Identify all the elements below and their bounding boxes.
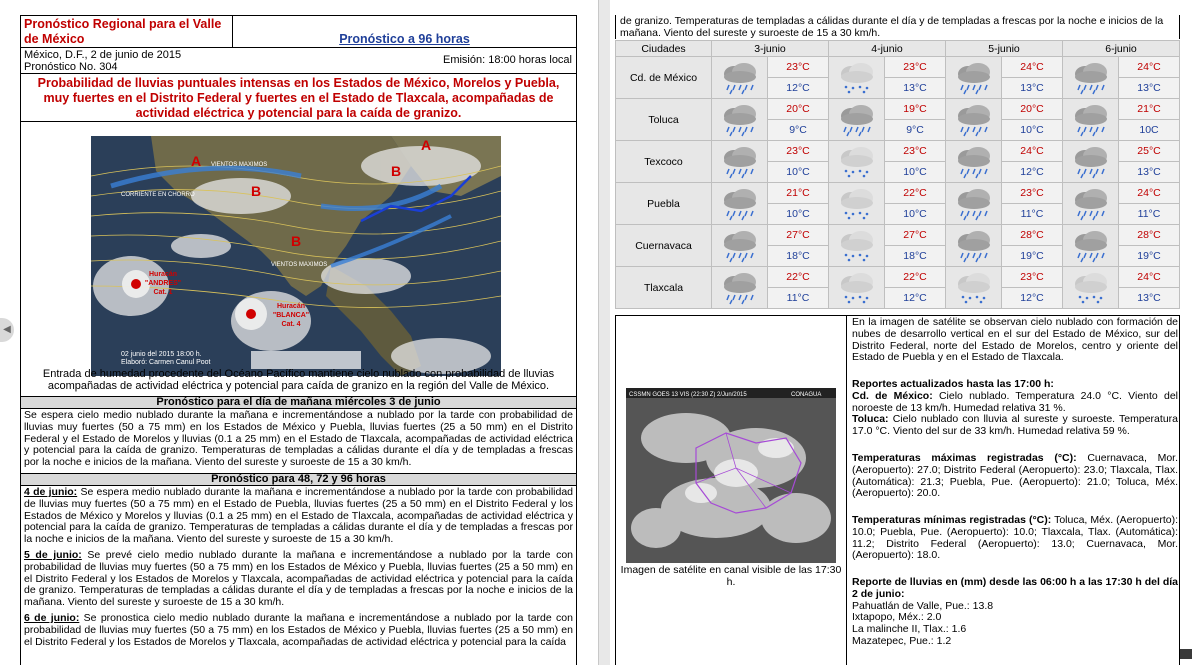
synoptic-satellite-map (91, 136, 501, 376)
min-temperature: 13°C (1119, 162, 1180, 183)
tomorrow-forecast-text: Se espera cielo medio nublado durante la mañana e incrementándose a nublado por la tarde con probabilidad de lluvias muy fuertes (50 a 75 mm) en los Estados de México y Puebla, lluvias fuertes (25 a 50 mm) en el Distrito Federal y el Estado de Morelos y lluvias (0.1 a 25 mm) en el Estado de Tlaxcala, acompañadas de actividad eléctrica y potencial para la caída de granizo. Temperaturas de templadas a cálidas durante el día y de templadas a frescas por la noche e inicios de la mañana. Viento del sureste y suroeste de 15 a 30 km/h. (24, 409, 573, 469)
table-row (616, 141, 1180, 162)
page-corner-mark (1180, 649, 1192, 659)
conagua-logo: CONAGUA (791, 392, 822, 398)
max-temperature: 23°C (768, 57, 829, 78)
max-temperature: 28°C (1002, 225, 1063, 246)
snow-cloud-icon (829, 57, 885, 99)
svg-text:A: A (191, 153, 202, 169)
max-temperature: 27°C (768, 225, 829, 246)
min-temperature: 9°C (885, 120, 946, 141)
max-temperature: 20°C (1002, 99, 1063, 120)
report-toluca: Cielo nublado con lluvia al sureste y suroeste. Temperatura 17.0 °C. Viento del sur de 33 km/h. Humedad relativa 59 %. (852, 413, 1178, 438)
day-label-june-5: 5 de junio: (24, 549, 82, 561)
max-temperature: 24°C (1002, 141, 1063, 162)
max-temperature: 21°C (768, 183, 829, 204)
svg-text:"ANDRES": "ANDRES" (144, 280, 182, 287)
min-temperature: 10C (1119, 120, 1180, 141)
rain-cloud-icon (712, 267, 768, 309)
rain-cloud-icon (712, 99, 768, 141)
rain-cloud-icon (946, 57, 1002, 99)
svg-text:B: B (391, 163, 402, 179)
min-temperature: 12°C (1002, 162, 1063, 183)
reports-block (852, 379, 1178, 438)
min-temperature: 11°C (1002, 204, 1063, 225)
emission-time: Emisión: 18:00 horas local (442, 54, 572, 66)
rain-cloud-icon (1063, 183, 1119, 225)
max-winds-label-2: VIENTOS MAXIMOS (271, 262, 328, 268)
min-temperature: 13°C (885, 78, 946, 99)
svg-text:B: B (251, 183, 262, 199)
rain-item: Mazatepec, Pue.: 1.2 (852, 634, 952, 647)
snow-cloud-icon (829, 225, 885, 267)
min-temperature: 12°C (768, 78, 829, 99)
max-temperature: 22°C (768, 267, 829, 288)
min-temps-text: Toluca, Méx. (Aeropuerto): 10.0; Puebla, Pue. (Aeropuerto): 10.0; Tlaxcala, Tlax. (Automática): 11.2; Distrito Federal (Aeropuerto): 13.0; Cuernavaca, Mor. (Aeropuerto): 18.0. (852, 514, 1179, 562)
previous-page-arrow-icon[interactable]: ◀ (0, 318, 14, 342)
snow-cloud-icon (829, 141, 885, 183)
city-name: Tlaxcala (616, 267, 712, 309)
max-temperature: 24°C (1119, 267, 1180, 288)
bulletin-title: Pronóstico Regional para el Valle de México (21, 16, 233, 48)
svg-text:"BLANCA": "BLANCA" (272, 312, 310, 319)
svg-text:Cat. 1: Cat. 1 (153, 289, 173, 296)
max-temperature: 24°C (1119, 57, 1180, 78)
rain-cloud-icon (712, 225, 768, 267)
max-temperatures-block (852, 453, 1178, 500)
rain-cloud-icon (712, 141, 768, 183)
rain-item: Ixtapopo, Méx.: 2.0 (852, 611, 942, 624)
rain-item: Pahuatlán de Valle, Pue.: 13.8 (852, 599, 994, 612)
rain-cloud-icon (1063, 99, 1119, 141)
day-label-june-6: 6 de junio: (24, 612, 80, 624)
column-divider (846, 316, 847, 665)
satellite-description: En la imagen de satélite se observan cielo nublado con formación de nubes de desarrollo vertical en el sur del Estado de México, sur del Distrito Federal, norte del Estado de Morelos, centro y oriente del Estado de Puebla y en el Estado de Tlaxcala. (852, 316, 1178, 364)
table-header-row (616, 41, 1180, 57)
city-name: Puebla (616, 183, 712, 225)
min-temperature: 19°C (1119, 246, 1180, 267)
column-header-day: 5-junio (946, 41, 1063, 57)
min-temperature: 11°C (1119, 204, 1180, 225)
forecast-96h-header: Pronóstico a 96 horas (233, 16, 576, 48)
min-temperature: 12°C (885, 288, 946, 309)
min-temperature: 18°C (885, 246, 946, 267)
headline: Probabilidad de lluvias puntuales intensas en los Estados de México, Morelos y Puebla, muy fuertes en el Distrito Federal y fuertes en el Estado de Tlaxcala, acompañadas de actividad eléctrica y potencial para la caída de granizo. (21, 74, 576, 122)
forecast-june-4: 4 de junio: Se espera medio nublado durante la mañana e incrementándose a nublado por la tarde con probabilidad de lluvias muy fuertes (50 a 75 mm) en el Estado de Puebla, lluvias fuertes (25 a 50 mm) en el Distrito Federal y los Estados de México y Morelos y lluvias (0.1 a 25 mm) en el Estado de Tlaxcala, acompañadas de actividad eléctrica y potencial para la caída de granizo. Temperaturas de templadas a cálidas durante el día y de templadas a frescas por la noche e inicios de la mañana. Viento del sureste y suroeste de 15 a 30 km/h. (24, 486, 574, 546)
city-name: Cd. de México (616, 57, 712, 99)
city-name: Texcoco (616, 141, 712, 183)
rain-cloud-icon (829, 99, 885, 141)
svg-text:A: A (421, 137, 432, 153)
section-48-96h-heading: Pronóstico para 48, 72 y 96 horas (21, 473, 576, 486)
rain-report-title: Reporte de lluvias en (mm) desde las 06:00 h a las 17:30 h del día 2 de junio: (852, 576, 1178, 600)
max-temperature: 28°C (1119, 225, 1180, 246)
rain-cloud-icon (712, 183, 768, 225)
column-header-cities: Ciudades (616, 41, 712, 57)
table-row (616, 225, 1180, 246)
date-line: México, D.F., 2 de junio de 2015 (24, 49, 182, 61)
svg-text:Huracán: Huracán (148, 271, 178, 278)
table-row (616, 57, 1180, 78)
report-cdmx: Cielo nublado. Temperatura 24.0 °C. Viento del noroeste de 13 km/h. Humedad relativa 31 %. (852, 389, 1178, 414)
city-name: Cuernavaca (616, 225, 712, 267)
max-temperature: 23°C (885, 141, 946, 162)
column-header-day: 3-junio (712, 41, 829, 57)
column-header-day: 4-junio (829, 41, 946, 57)
max-temps-label: Temperaturas máximas registradas (°C): (852, 452, 1077, 464)
max-temperature: 23°C (1002, 183, 1063, 204)
rain-cloud-icon (946, 141, 1002, 183)
map-date-credit: 02 junio del 2015 18:00 h. (121, 351, 202, 358)
rain-cloud-icon (946, 183, 1002, 225)
max-temperature: 23°C (768, 141, 829, 162)
max-temperature: 24°C (1119, 183, 1180, 204)
svg-text:Cat. 4: Cat. 4 (281, 321, 301, 328)
map-caption: Entrada de humedad procedente del Océano Pacífico mantiene cielo nublado con probabilidad de lluvias acompañadas de actividad eléctrica y potencial para caída de granizo en la región del Valle de México. (42, 368, 555, 392)
table-row (616, 183, 1180, 204)
min-temperature: 11°C (768, 288, 829, 309)
svg-text:Huracán: Huracán (276, 303, 306, 310)
forecast-june-5: 5 de junio: Se prevé cielo medio nublado durante la mañana e incrementándose a nublado por la tarde con probabilidad de lluvias muy fuertes (50 a 75 mm) en los Estados de México y Puebla, lluvias fuertes (25 a 50 mm) en el Distrito Federal y los Estados de Morelos y Tlaxcala, acompañadas de actividad eléctrica y potencial para la caída de granizo. Temperaturas de templadas a cálidas durante el día y de templadas a frescas por la noche e inicios de la mañana. Viento del sureste y suroeste de 15 a 30 km/h. (24, 549, 574, 609)
rain-cloud-icon (1063, 141, 1119, 183)
satellite-report-frame (615, 315, 1180, 665)
reports-title: Reportes actualizados hasta las 17:00 h: (852, 378, 1054, 390)
min-temperature: 13°C (1002, 78, 1063, 99)
min-temperature: 13°C (1119, 78, 1180, 99)
min-temperature: 9°C (768, 120, 829, 141)
report-cdmx-label: Cd. de México: (852, 389, 933, 402)
max-temperature: 22°C (885, 267, 946, 288)
rain-cloud-icon (946, 99, 1002, 141)
right-page (610, 0, 1200, 665)
rain-cloud-icon (1063, 225, 1119, 267)
min-temperature: 10°C (885, 162, 946, 183)
min-temperatures-block (852, 515, 1178, 562)
min-temperature: 10°C (768, 162, 829, 183)
map-author-credit: Elaboró: Carmen Canul Poot (121, 359, 211, 366)
min-temperature: 10°C (1002, 120, 1063, 141)
rain-item: La malinche II, Tlax.: 1.6 (852, 623, 967, 636)
max-temperature: 23°C (885, 57, 946, 78)
max-temperature: 19°C (885, 99, 946, 120)
max-winds-label-1: VIENTOS MAXIMOS (211, 162, 268, 168)
max-temperature: 20°C (768, 99, 829, 120)
table-body (616, 57, 1180, 309)
min-temperature: 10°C (768, 204, 829, 225)
max-temperature: 27°C (885, 225, 946, 246)
section-tomorrow-heading: Pronóstico para el día de mañana miércoles 3 de junio (21, 396, 576, 409)
table-row (616, 267, 1180, 288)
snow-cloud-icon (946, 267, 1002, 309)
bulletin-frame (20, 15, 577, 665)
satellite-caption: Imagen de satélite en canal visible de las 17:30 h. (620, 564, 842, 588)
rain-cloud-icon (712, 57, 768, 99)
map-legend (251, 351, 361, 369)
city-forecast-table (615, 40, 1180, 309)
rain-cloud-icon (1063, 57, 1119, 99)
max-temperature: 24°C (1002, 57, 1063, 78)
snow-cloud-icon (829, 183, 885, 225)
max-temperature: 23°C (1002, 267, 1063, 288)
min-temps-label: Temperaturas mínimas registradas (°C): (852, 514, 1052, 526)
rain-cloud-icon (946, 225, 1002, 267)
day-label-june-4: 4 de junio: (24, 486, 78, 498)
city-name: Toluca (616, 99, 712, 141)
visible-satellite-image (626, 388, 836, 563)
report-toluca-label: Toluca: (852, 413, 889, 426)
max-temperature: 25°C (1119, 141, 1180, 162)
bulletin-number: Pronóstico No. 304 (24, 61, 118, 73)
max-temps-text: Cuernavaca, Mor. (Aeropuerto): 27.0; Distrito Federal (Aeropuerto): 23.0; Tlaxcala, Tlax. (Automática): 21.3; Puebla, Pue. (Aeropuerto): 21.0; Toluca, Méx. (Aeropuerto): 20.0. (852, 452, 1178, 500)
snow-cloud-icon (829, 267, 885, 309)
max-temperature: 21°C (1119, 99, 1180, 120)
table-row (616, 99, 1180, 120)
min-temperature: 13°C (1119, 288, 1180, 309)
continued-text: de granizo. Temperaturas de templadas a cálidas durante el día y de templadas a frescas por la noche e inicios de la mañana. Viento del sureste y suroeste de 15 a 30 km/h. (615, 15, 1180, 39)
min-temperature: 10°C (885, 204, 946, 225)
jet-stream-label: CORRIENTE EN CHORRO (121, 192, 195, 198)
min-temperature: 12°C (1002, 288, 1063, 309)
rain-report-block (852, 577, 1178, 648)
max-temperature: 22°C (885, 183, 946, 204)
snow-cloud-icon (1063, 267, 1119, 309)
satellite-header-text: CSSMN GOES 13 VIS (22:30 Z) 2/Jun/2015 (629, 392, 747, 398)
column-header-day: 6-junio (1063, 41, 1180, 57)
min-temperature: 18°C (768, 246, 829, 267)
svg-text:B: B (291, 233, 302, 249)
forecast-june-6: 6 de junio: Se pronostica cielo medio nublado durante la mañana e incrementándose a nublado por la tarde con probabilidad de lluvias muy fuertes (50 a 75 mm) en los Estados de México y Puebla, lluvias fuertes (25 a 50 mm) en el Distrito Federal y los Estados de Morelos y Tlaxcala, acompañadas de actividad eléctrica y potencial para la caída (24, 612, 573, 648)
min-temperature: 19°C (1002, 246, 1063, 267)
